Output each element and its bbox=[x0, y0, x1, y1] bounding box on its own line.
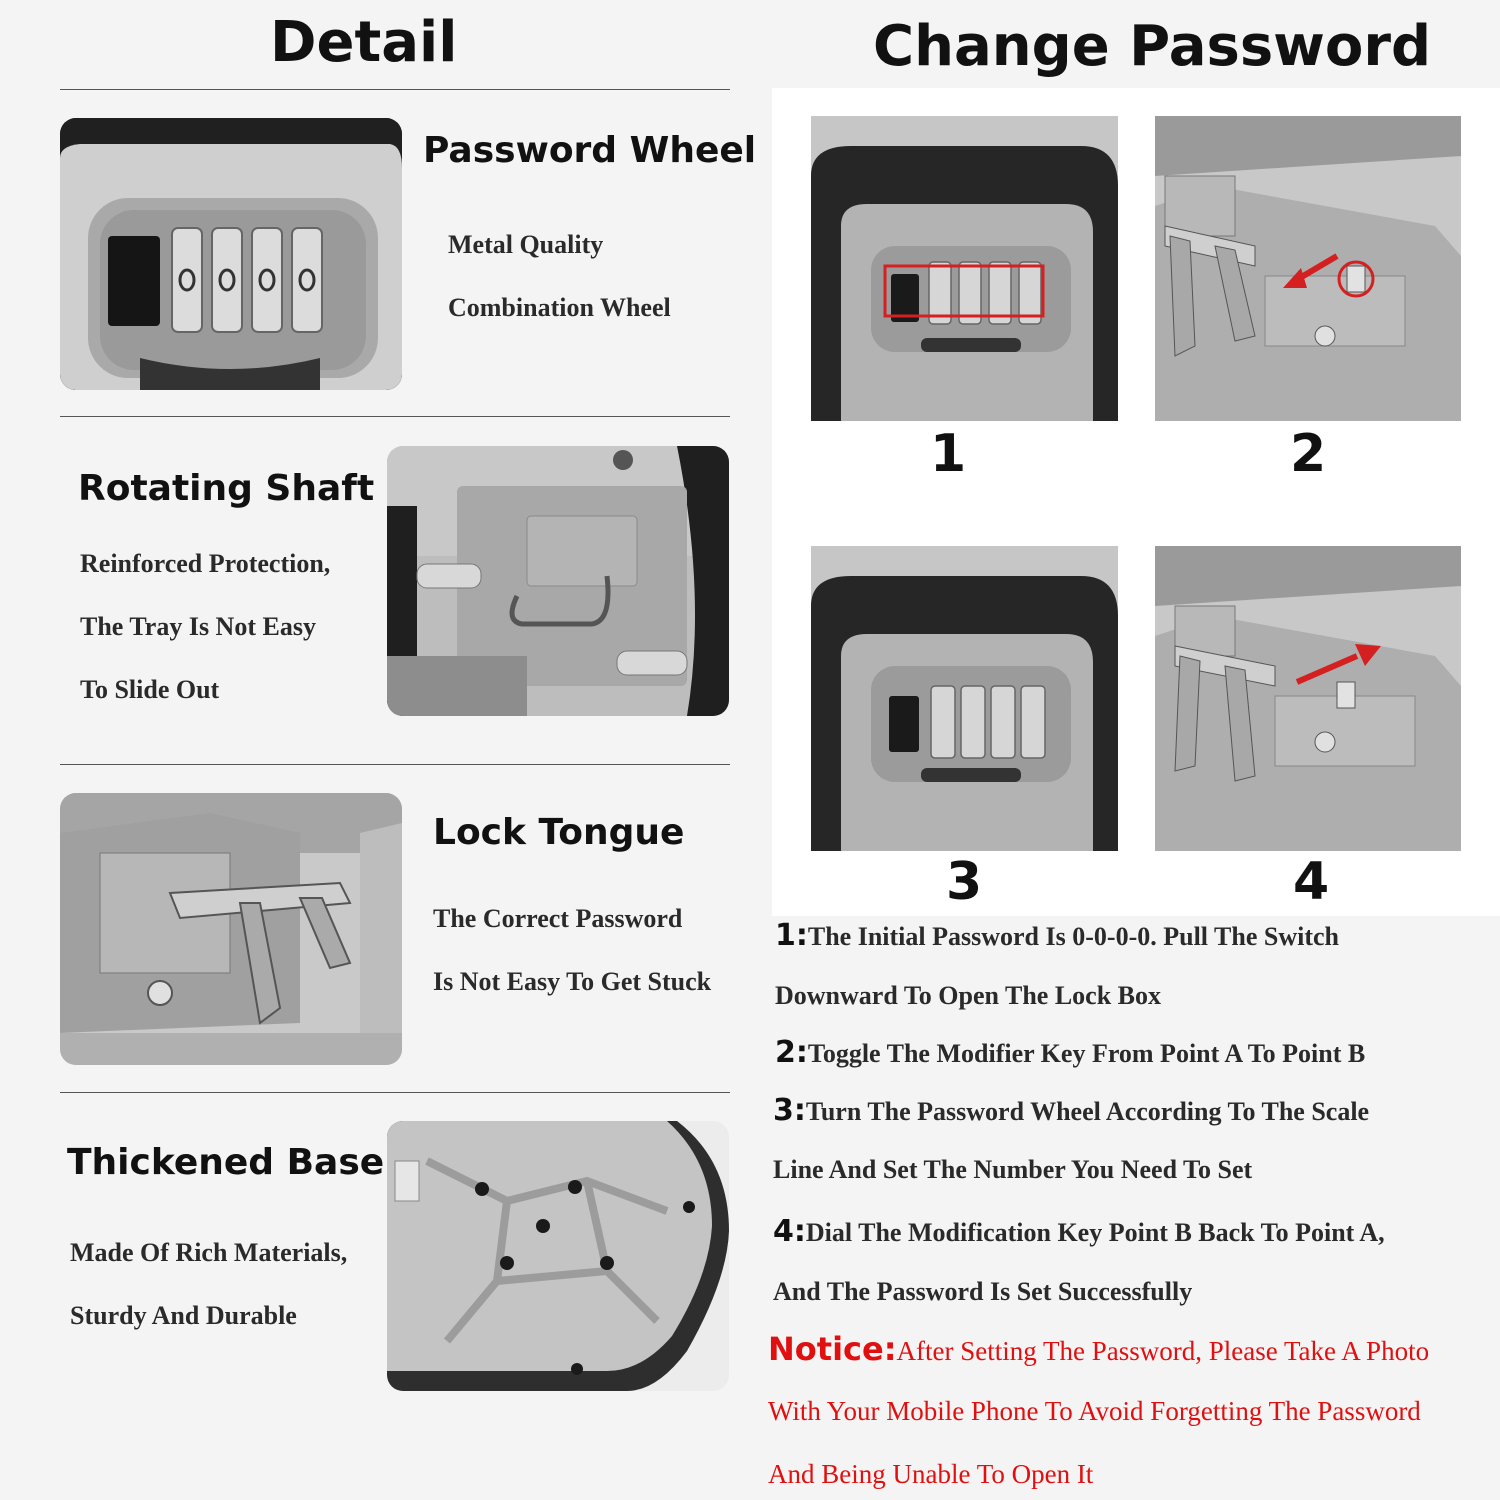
modifier-key-arrow-left-photo bbox=[1155, 116, 1461, 421]
thickened-base-photo bbox=[387, 1121, 729, 1391]
section-heading-lock-tongue: Lock Tongue bbox=[433, 812, 685, 853]
notice-line-2: With Your Mobile Phone To Avoid Forgetting The Password bbox=[768, 1396, 1421, 1426]
instruction-number: 2: bbox=[775, 1035, 808, 1070]
section-line: Made Of Rich Materials, bbox=[70, 1238, 348, 1267]
instruction-4-line-2: And The Password Is Set Successfully bbox=[773, 1277, 1193, 1306]
notice-label: Notice: bbox=[768, 1330, 897, 1368]
notice-line-1 bbox=[768, 1330, 1429, 1368]
step-number-1: 1 bbox=[930, 424, 967, 484]
instruction-2-line-1 bbox=[775, 1035, 1365, 1070]
lock-tongue-photo bbox=[60, 793, 402, 1065]
section-line: The Correct Password bbox=[433, 904, 683, 933]
step-number-3: 3 bbox=[946, 852, 983, 912]
section-heading-thickened-base: Thickened Base bbox=[67, 1142, 385, 1183]
instruction-3-line-1 bbox=[773, 1093, 1369, 1128]
lockbox-front-photo bbox=[811, 546, 1118, 851]
notice-text: After Setting The Password, Please Take A Photo bbox=[896, 1336, 1430, 1366]
instruction-4-line-1 bbox=[773, 1214, 1385, 1249]
instruction-1-line-2: Downward To Open The Lock Box bbox=[775, 981, 1162, 1010]
section-line: Is Not Easy To Get Stuck bbox=[433, 967, 712, 996]
lockbox-front-highlighted-photo bbox=[811, 116, 1118, 421]
divider bbox=[60, 89, 730, 90]
divider bbox=[60, 764, 730, 765]
combination-wheel-photo bbox=[60, 118, 402, 390]
instruction-text: Dial The Modification Key Point B Back To Point A, bbox=[805, 1218, 1385, 1247]
section-line: Metal Quality bbox=[448, 230, 604, 259]
instruction-text: The Initial Password Is 0-0-0-0. Pull The Switch bbox=[807, 922, 1340, 951]
notice-line-3: And Being Unable To Open It bbox=[768, 1459, 1094, 1489]
instruction-number: 1: bbox=[775, 918, 808, 953]
divider bbox=[60, 416, 730, 417]
change-password-title: Change Password bbox=[873, 14, 1432, 79]
instruction-3-line-2: Line And Set The Number You Need To Set bbox=[773, 1155, 1253, 1184]
section-heading-rotating-shaft: Rotating Shaft bbox=[78, 468, 375, 509]
section-line: The Tray Is Not Easy bbox=[80, 612, 316, 641]
instruction-1-line-1 bbox=[775, 918, 1339, 953]
detail-title: Detail bbox=[270, 10, 458, 75]
section-line: To Slide Out bbox=[80, 675, 220, 704]
section-line: Sturdy And Durable bbox=[70, 1301, 297, 1330]
instruction-text: Turn The Password Wheel According To The Scale bbox=[805, 1097, 1370, 1126]
step-number-4: 4 bbox=[1293, 852, 1330, 912]
section-heading-password-wheel: Password Wheel bbox=[423, 130, 757, 171]
instruction-number: 3: bbox=[773, 1093, 806, 1128]
rotating-shaft-photo bbox=[387, 446, 729, 716]
section-line: Reinforced Protection, bbox=[80, 549, 331, 578]
instruction-text: Toggle The Modifier Key From Point A To Point B bbox=[807, 1039, 1366, 1068]
divider bbox=[60, 1092, 730, 1093]
step-number-2: 2 bbox=[1290, 424, 1327, 484]
modifier-key-arrow-right-photo bbox=[1155, 546, 1461, 851]
section-line: Combination Wheel bbox=[448, 293, 671, 322]
instruction-number: 4: bbox=[773, 1214, 806, 1249]
